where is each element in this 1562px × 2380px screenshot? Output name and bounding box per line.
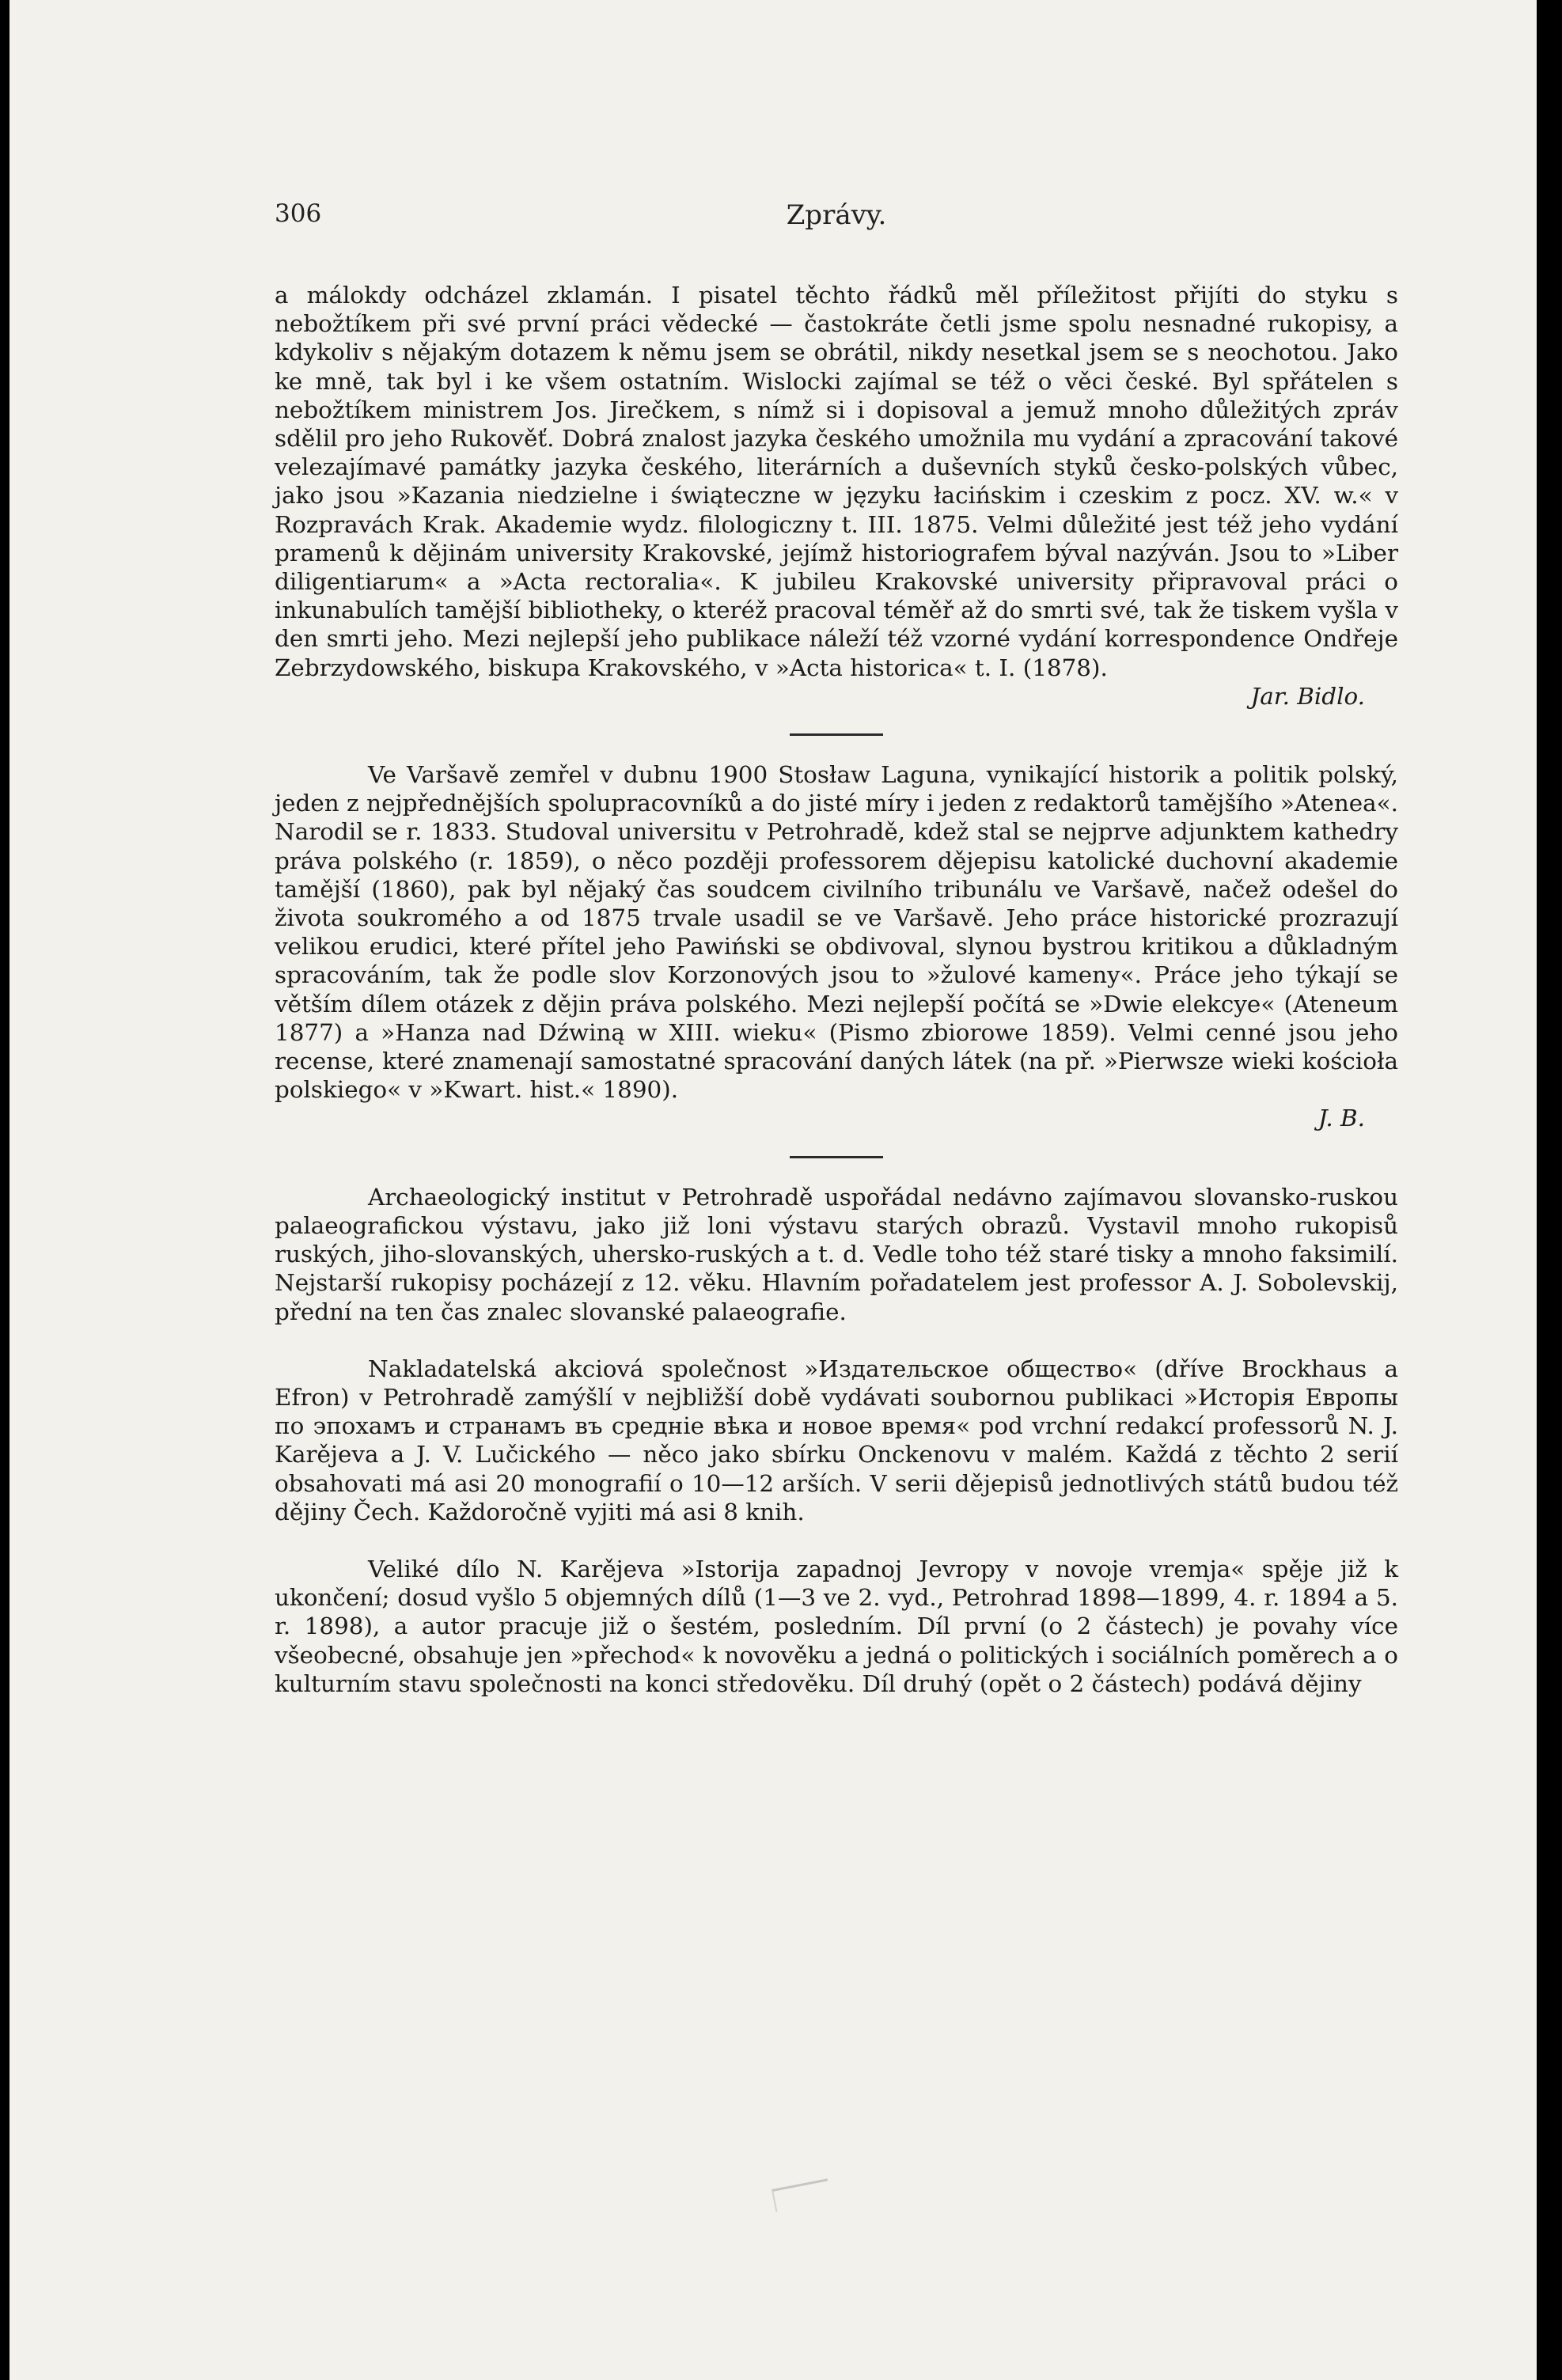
scanned-page <box>9 0 1537 2380</box>
article-publisher-text: Nakladatelská akciová společnost »Издательское общество« (dříve Brockhaus a Efron) v Petrohradě zamýšlí v nejbližší době vydávati soubornou publikaci »Исторія Европы по эпохамъ и странамъ въ средніе вѣка и новое время« pod vrchní redakcí professorů N. J. Karějeva a J. V. Lučického — něco jako sbírku Onckenovu v malém. Každá z těchto 2 serií obsahovati má asi 20 monografií o 10—12 arších. V serii dějepisů jednotlivých států budou též dějiny Čech. Každoročně vyjiti má asi 8 knih. <box>275 1355 1398 1525</box>
paragraph-spacer <box>275 1326 1398 1355</box>
article-archaeology-text: Archaeologický institut v Petrohradě uspořádal nedávno zajímavou slovansko-ruskou palaeografickou výstavu, jako již loni výstavu starých obrazů. Vystavil mnoho rukopisů ruských, jiho-slovanských, uhersko-ruských a t. d. Vedle toho též staré tisky a mnoho faksimilí. Nejstarší rukopisy pocházejí z 12. věku. Hlavním pořadatelem jest professor A. J. Sobolevskij, přední na ten čas znalec slovanské palaeografie. <box>275 1183 1398 1325</box>
page-number: 306 <box>275 199 322 228</box>
signature-jar-bidlo: Jar. Bidlo. <box>1250 682 1365 710</box>
article-karejev-text: Veliké dílo N. Karějeva »Istorija zapadnoj Jevropy v novoje vremja« spěje již k ukončení; dosud vyšlo 5 objemných dílů (1—3 ve 2. vyd., Petrohrad 1898—1899, 4. r. 1894 a 5. r. 1898), a autor pracuje již o šestém, posledním. Díl první (o 2 částech) je povahy více všeobecné, obsahuje jen »přechod« k novověku a jedná o politických i sociálních poměrech a o kulturním stavu společnosti na konci středověku. Díl druhý (opět o 2 částech) podává dějiny <box>275 1555 1398 1697</box>
article-bidlo-text: a málokdy odcházel zklamán. I pisatel těchto řádků měl příležitost přijíti do styku s nebožtíkem při své první práci vědecké — častokráte četli jsme spolu nesnadné rukopisy, a kdykoliv s nějakým dotazem k němu jsem se obrátil, nikdy nesetkal jsem se s neochotou. Jako ke mně, tak byl i ke všem ostatním. Wislocki zajímal se též o věci české. Byl spřátelen s nebožtíkem ministrem Jos. Jirečkem, s nímž si i dopisoval a jemuž mnoho důležitých zpráv sdělil pro jeho Rukověť. Dobrá znalost jazyka českého umožnila mu vydání a zpracování takové velezajímavé památky jazyka českého, literárních a duševních styků česko-polských vůbec, jako jsou »Kazania niedzielne i świąteczne w języku łacińskim i czeskim z pocz. XV. w.« v Rozpravách Krak. Akademie wydz. filologiczny t. III. 1875. Velmi důležité jest též jeho vydání pramenů k dějinám university Krakovské, jejímž historiografem býval nazýván. Jsou to »Liber diligentiarum« a »Acta rectoralia«. K jubileu Krakovské university připravoval práci o inkunabulích tamější bibliotheky, o kteréž pracoval téměř až do smrti své, tak že tiskem vyšla v den smrti jeho. Mezi nejlepší jeho publikace náleží též vzorné vydání korrespondence Ondřeje Zebrzydowského, biskupa Krakovského, v »Acta historica« t. I. (1878). <box>275 282 1398 681</box>
scan-border <box>1537 0 1562 2380</box>
section-divider <box>790 1156 883 1158</box>
scan-mark <box>772 2178 832 2211</box>
page-content <box>275 281 1398 1698</box>
page-header <box>275 199 1398 247</box>
running-title: Zprávy. <box>786 199 887 231</box>
signature-jb: J. B. <box>1317 1105 1365 1132</box>
section-divider <box>790 733 883 736</box>
article-laguna-text: Ve Varšavě zemřel v dubnu 1900 Stosław Laguna, vynikající historik a politik polský, jeden z nejpřednějších spolupracovníků a do jisté míry i jeden z redaktorů tamějšího »Atenea«. Narodil se r. 1833. Studoval universitu v Petrohradě, kdež stal se nejprve adjunktem kathedry práva polského (r. 1859), o něco později professorem dějepisu katolické duchovní akademie tamější (1860), pak byl nějaký čas soudcem civilního tribunálu ve Varšavě, načež odešel do života soukromého a od 1875 trvale usadil se ve Varšavě. Jeho práce historické prozrazují velikou erudici, které přítel jeho Pawiński se obdivoval, slynou bystrou kritikou a důkladným spracováním, tak že podle slov Korzonových jsou to »žulové kameny«. Práce jeho týkají se větším dílem otázek z dějin práva polského. Mezi nejlepší počítá se »Dwie elekcye« (Ateneum 1877) a »Hanza nad Dźwiną w XIII. wieku« (Pismo zbiorowe 1859). Velmi cenné jsou jeho recense, které znamenají samostatné spracování daných látek (na př. »Pierwsze wieki kościoła polskiego« v »Kwart. hist.« 1890). <box>275 761 1398 1104</box>
paragraph-spacer <box>275 1526 1398 1555</box>
